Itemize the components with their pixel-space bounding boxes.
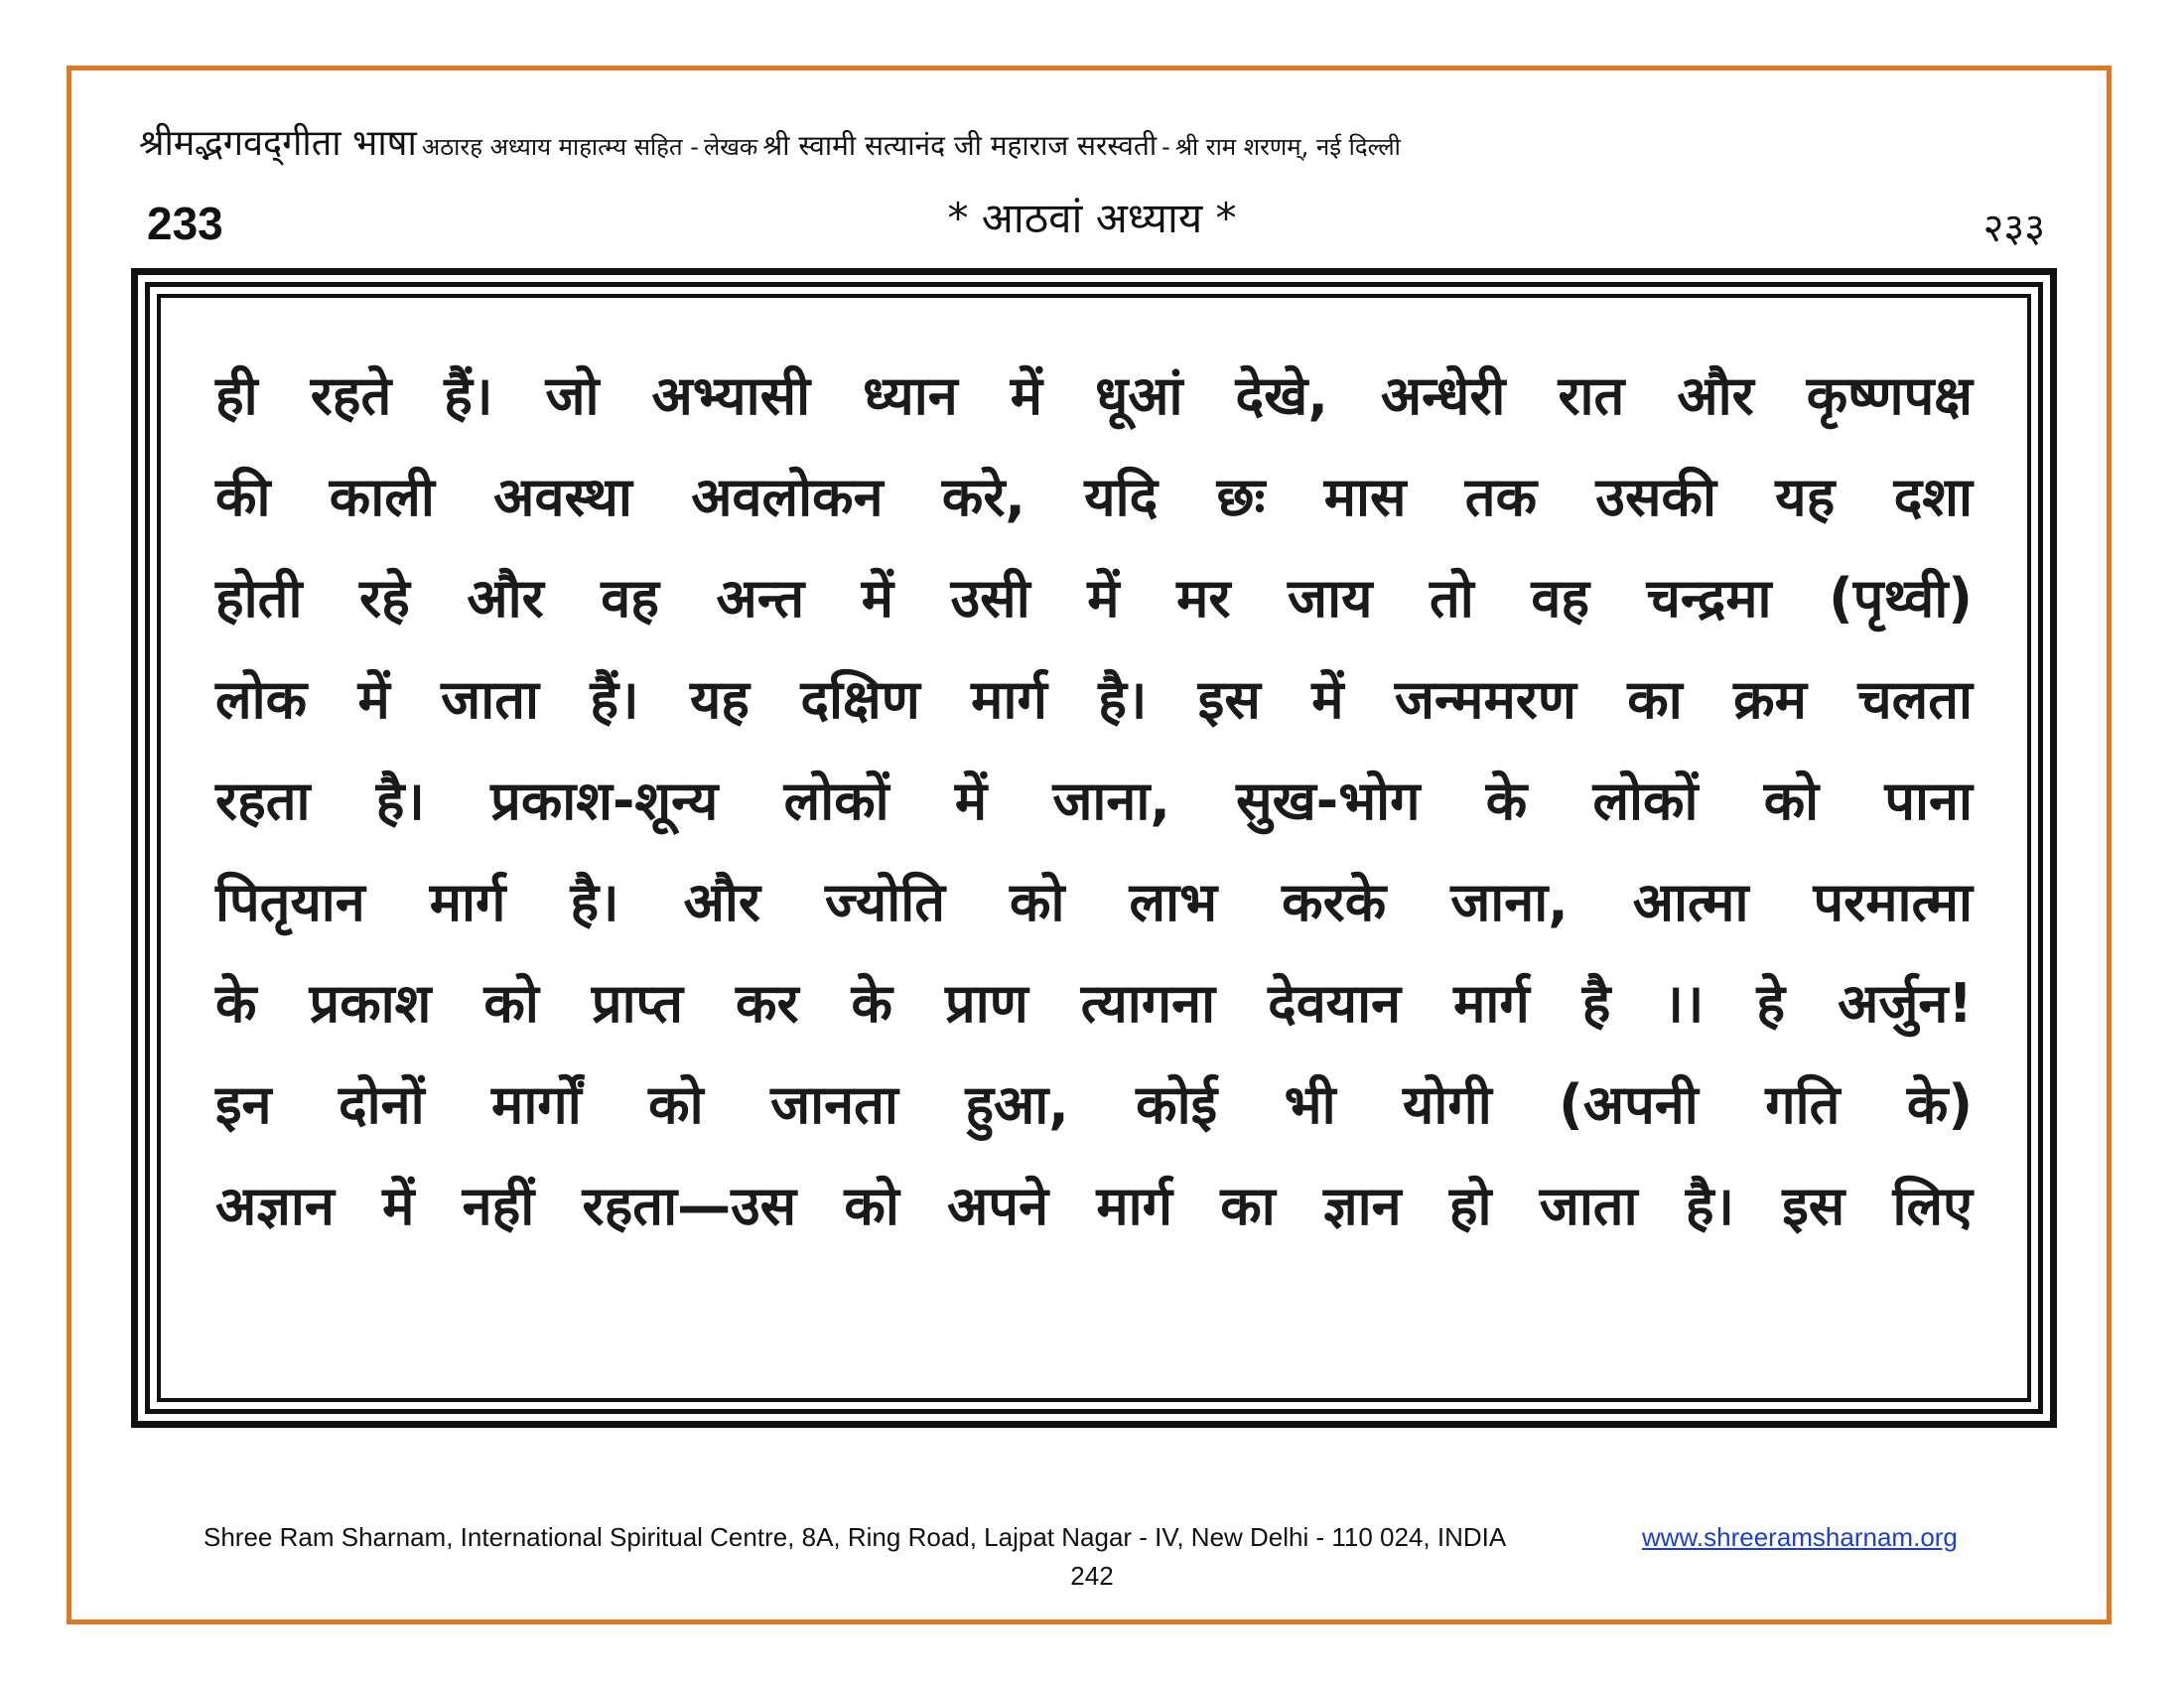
verse-text: [215, 346, 1973, 1257]
chapter-title: * आठवां अध्याय *: [947, 194, 1237, 242]
verse-line: पितृयान मार्ग है। और ज्योति को लाभ करके जाना, आत्मा परमात्मा: [215, 871, 1973, 933]
verse-frame-inner: [157, 294, 2031, 1402]
verse-line: अज्ञान में नहीं रहता—उस को अपने मार्ग का ज्ञान हो जाता है। इस लिए: [215, 1175, 1973, 1237]
verse-line: होती रहे और वह अन्त में उसी में मर जाय तो वह चन्द्रमा (पृथ्वी): [215, 567, 1973, 630]
verse-frame-middle: [145, 282, 2043, 1414]
header-separator: -: [1161, 133, 1170, 161]
page-number-arabic: 233: [147, 198, 223, 249]
page-number-devanagari: २३३: [1982, 206, 2045, 251]
author-name: श्री स्वामी सत्यानंद जी महाराज सरस्वती: [762, 129, 1158, 162]
book-subtitle: अठारह अध्याय माहात्म्य सहित -: [421, 133, 699, 161]
publisher-name: श्री राम शरणम्‌, नई दिल्ली: [1174, 133, 1401, 161]
book-title: श्रीमद्भगवद्‌गीता भाषा: [139, 123, 417, 164]
website-link[interactable]: www.shreeramsharnam.org: [1642, 1522, 1958, 1552]
verse-line: लोक में जाता हैं। यह दक्षिण मार्ग है। इस में जन्ममरण का क्रम चलता: [215, 668, 1973, 731]
verse-line: के प्रकाश को प्राप्त कर के प्राण त्यागना देवयान मार्ग है ।। हे अर्जुन!: [215, 972, 1973, 1035]
footer-address: Shree Ram Sharnam, International Spiritual Centre, 8A, Ring Road, Lajpat Nagar - IV, New Delhi - 110 024, INDIA: [204, 1522, 1507, 1552]
verse-line: रहता है। प्रकाश-शून्य लोकों में जाना, सुख-भोग के लोकों को पाना: [215, 770, 1973, 832]
footer-page-number: 242: [1070, 1561, 1114, 1591]
running-header: [139, 117, 2065, 166]
verse-line: इन दोनों मार्गों को जानता हुआ, कोई भी योगी (अपनी गति के): [215, 1073, 1973, 1136]
author-label: लेखक: [703, 133, 758, 161]
verse-frame: [131, 268, 2057, 1428]
verse-line: ही रहते हैं। जो अभ्यासी ध्यान में धूआं देखे, अन्धेरी रात और कृष्णपक्ष: [215, 364, 1973, 427]
verse-line: की काली अवस्था अवलोकन करे, यदि छः मास तक उसकी यह दशा: [215, 466, 1973, 528]
